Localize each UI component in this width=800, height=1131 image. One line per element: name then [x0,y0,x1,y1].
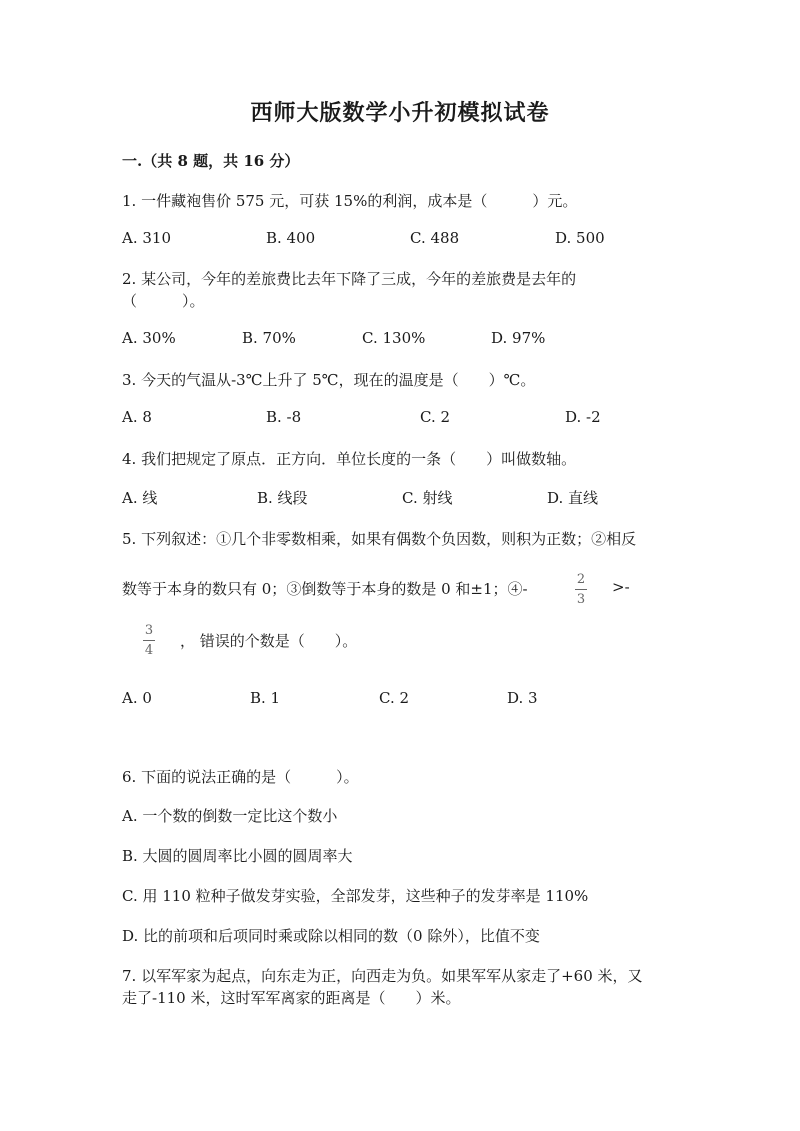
question-3-option-b[interactable]: B. -8 [266,408,302,426]
question-6-text: 6. 下面的说法正确的是（ ）。 [122,768,359,786]
greater-than-negative: >- [612,578,630,596]
question-2-option-c[interactable]: C. 130% [362,329,426,347]
question-2-text-line-2: （ ）。 [122,292,205,310]
question-2-option-d[interactable]: D. 97% [491,329,546,347]
fraction-two-thirds [575,573,587,606]
question-2-option-b[interactable]: B. 70% [242,329,296,347]
question-5-option-d[interactable]: D. 3 [507,689,538,707]
question-1-option-b[interactable]: B. 400 [266,229,316,247]
question-1-option-c[interactable]: C. 488 [410,229,460,247]
fraction-bar [143,640,155,641]
question-5-option-c[interactable]: C. 2 [379,689,410,707]
question-4-option-b[interactable]: B. 线段 [257,489,308,507]
question-5-text-line-3: ， 错误的个数是（ ）。 [180,632,358,650]
question-5-option-a[interactable]: A. 0 [122,689,152,707]
question-1-text: 1. 一件藏袍售价 575 元，可获 15%的利润，成本是（ ）元。 [122,192,578,210]
question-4-option-c[interactable]: C. 射线 [402,489,453,507]
question-4-text: 4. 我们把规定了原点．正方向．单位长度的一条（ ）叫做数轴。 [122,450,577,468]
fraction-three-quarters [143,624,155,657]
question-5-text-line-2: 数等于本身的数只有 0；③倒数等于本身的数是 0 和±1；④- [122,580,528,598]
page-title: 西师大版数学小升初模拟试卷 [250,100,550,126]
fraction-bar [575,589,587,590]
fraction-denominator: 4 [144,643,154,658]
question-4-option-d[interactable]: D. 直线 [547,489,599,507]
fraction-numerator: 3 [144,623,154,638]
question-1-option-a[interactable]: A. 310 [122,229,171,247]
question-3-option-d[interactable]: D. -2 [565,408,601,426]
question-7-text-line-2: 走了-110 米，这时军军离家的距离是（ ）米。 [122,989,461,1007]
question-2-option-a[interactable]: A. 30% [122,329,176,347]
question-6-option-b[interactable]: B. 大圆的圆周率比小圆的圆周率大 [122,847,353,865]
fraction-denominator: 3 [576,592,586,607]
question-5-option-b[interactable]: B. 1 [250,689,281,707]
question-7-text-line-1: 7. 以军军家为起点，向东走为正，向西走为负。如果军军从家走了+60 米，又 [122,967,643,985]
question-2-text-line-1: 2. 某公司，今年的差旅费比去年下降了三成，今年的差旅费是去年的 [122,270,577,288]
question-6-option-c[interactable]: C. 用 110 粒种子做发芽实验，全部发芽，这些种子的发芽率是 110% [122,887,589,905]
question-3-option-a[interactable]: A. 8 [122,408,152,426]
question-5-text-line-1: 5. 下列叙述：①几个非零数相乘，如果有偶数个负因数，则积为正数；②相反 [122,530,637,548]
question-3-text: 3. 今天的气温从-3℃上升了 5℃，现在的温度是（ ）℃。 [122,371,536,389]
fraction-numerator: 2 [576,572,586,587]
section-heading: 一.（共 8 题，共 16 分） [122,152,300,170]
question-6-option-a[interactable]: A. 一个数的倒数一定比这个数小 [122,807,338,825]
question-4-option-a[interactable]: A. 线 [122,489,158,507]
question-1-option-d[interactable]: D. 500 [555,229,605,247]
question-3-option-c[interactable]: C. 2 [420,408,451,426]
question-6-option-d[interactable]: D. 比的前项和后项同时乘或除以相同的数（0 除外），比值不变 [122,927,540,945]
